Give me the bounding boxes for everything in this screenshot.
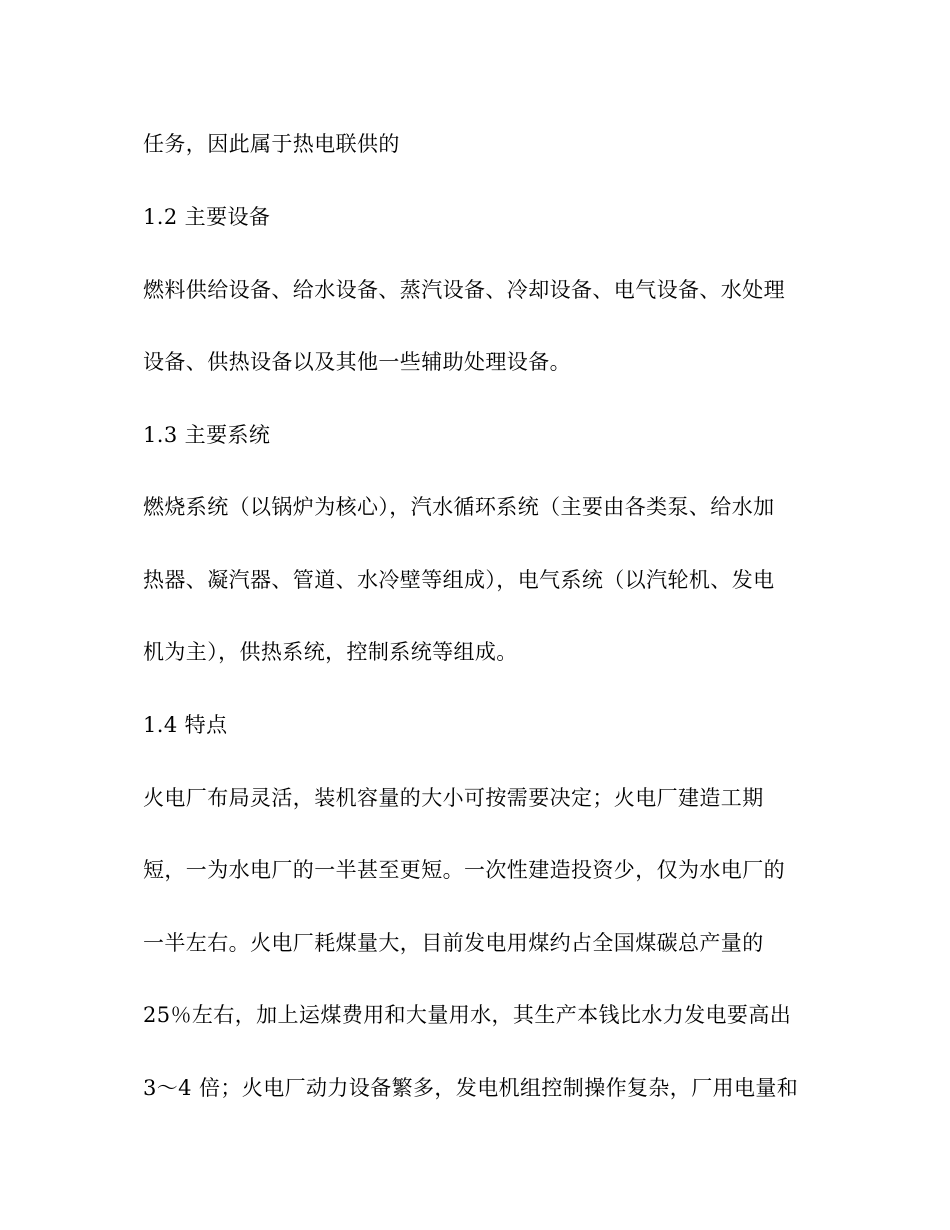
paragraph-line: 设备、供热设备以及其他一些辅助处理设备。 bbox=[143, 350, 571, 374]
paragraph-line: 短，一为水电厂的一半甚至更短。一次性建造投资少，仅为水电厂的 bbox=[143, 858, 785, 882]
section-heading-1-2: 1.2 主要设备 bbox=[143, 205, 271, 229]
paragraph-line: 任务，因此属于热电联供的 bbox=[143, 132, 400, 156]
paragraph-line: 一半左右。火电厂耗煤量大，目前发电用煤约占全国煤碳总产量的 bbox=[143, 931, 764, 955]
section-heading-1-3: 1.3 主要系统 bbox=[143, 423, 271, 447]
paragraph-line: 机为主），供热系统，控制系统等组成。 bbox=[143, 640, 518, 664]
paragraph-line: 燃烧系统（以锅炉为核心），汽水循环系统（主要由各类泵、给水加 bbox=[143, 495, 775, 519]
section-heading-1-4: 1.4 特点 bbox=[143, 713, 228, 737]
paragraph-line: 火电厂布局灵活，装机容量的大小可按需要决定；火电厂建造工期 bbox=[143, 786, 764, 810]
paragraph-line: 3～4 倍；火电厂动力设备繁多，发电机组控制操作复杂，厂用电量和 bbox=[143, 1076, 799, 1100]
paragraph-line: 25％左右，加上运煤费用和大量用水，其生产本钱比水力发电要高出 bbox=[143, 1003, 792, 1027]
paragraph-line: 热器、凝汽器、管道、水冷壁等组成），电气系统（以汽轮机、发电 bbox=[143, 568, 775, 592]
paragraph-line: 燃料供给设备、给水设备、蒸汽设备、冷却设备、电气设备、水处理 bbox=[143, 278, 785, 302]
